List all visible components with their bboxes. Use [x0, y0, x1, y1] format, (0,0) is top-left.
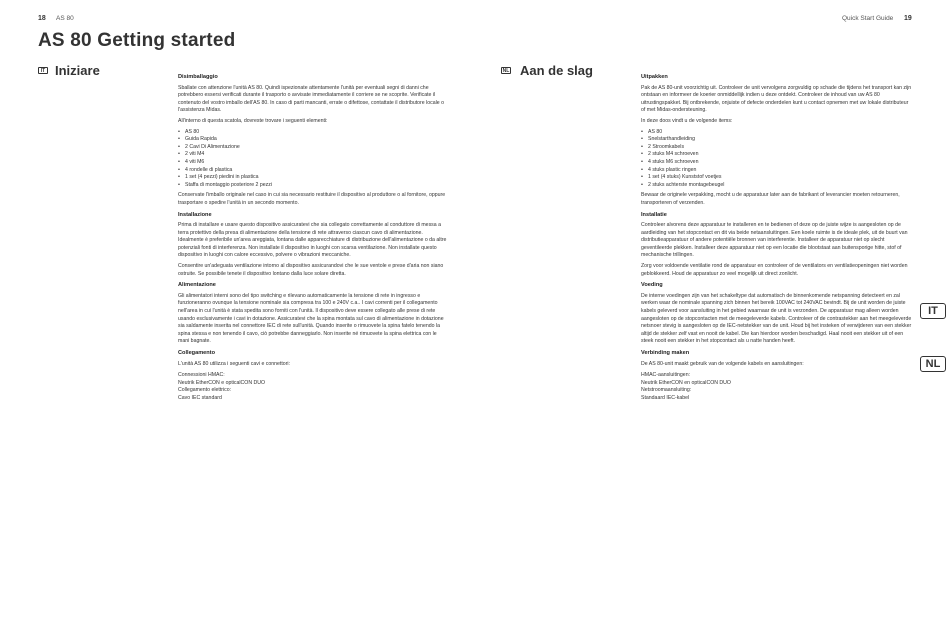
paragraph-disimballaggio: Sballate con attenzione l'unità AS 80. Quindi ispezionate attentamente l'unità per eventuali segni di danni che potrebbero essersi verificati durante il trasporto o avvisate immediatamente il corriere se ne scoprite. Verificate il contenuto del vostro imballo dell'AS 80. In caso di parti mancanti, errate o difettose, contattate il distributore locale o l'assistenza Midas. [178, 84, 444, 114]
list-item: • 2 stuks achterste montagebeugel [648, 182, 913, 190]
right-page-number: 19 [904, 15, 912, 22]
connection-line: Collegamento elettrico: [178, 387, 232, 394]
heading-uitpakken: Uitpakken [641, 74, 668, 80]
list-item: • Snelstarthandleiding [648, 136, 913, 144]
side-tab-it[interactable]: IT [920, 303, 946, 319]
connection-line: Neutrik EtherCON en opticalCON DUO [641, 379, 731, 386]
language-tag-nl: NL [502, 67, 510, 74]
list-item: • 1 set (4 stuks) Kunststof voetjes [648, 174, 913, 182]
paragraph-verbinding: De AS 80-unit maakt gebruik van de volgende kabels en aansluitingen: [641, 360, 804, 367]
connection-line: Netstroomaansluiting: [641, 387, 692, 394]
heading-collegamento: Collegamento [178, 350, 215, 356]
contents-list [641, 129, 913, 190]
paragraph-collegamento: L'unità AS 80 utilizza i seguenti cavi e connettori: [178, 360, 291, 367]
paragraph-contents-intro: All'interno di questa scatola, dovreste trovare i seguenti elementi: [178, 117, 328, 124]
connection-list [641, 372, 913, 402]
list-item: • 4 viti M6 [185, 159, 448, 167]
contents-list [178, 129, 448, 190]
list-item: • 2 Stroomkabels [648, 144, 913, 152]
list-item: • 4 rondelle di plastica [185, 167, 448, 175]
list-item: • Guida Rapida [185, 136, 448, 144]
heading-installazione: Installazione [178, 211, 212, 218]
paragraph-installatie: Controleer alvorens deze apparatuur te installeren en te bedienen of deze op de juiste wijze is aangesloten op de aardleiding van het stopcontact en dit via beide netaansluitingen. Een koele ruimte is de ideale plek, uit de buurt van distributieapparatuur of andere potentiële bronnen van interferentie. Installeer de apparatuur niet op slecht geventileerde plekken. Installeer deze apparatuur niet op een locatie die blootstaat aan buitensporige hitte, stof of mechanische trillingen. [641, 222, 908, 259]
section-title-it: Iniziare [55, 63, 100, 78]
list-item: • 2 viti M4 [185, 151, 448, 159]
connection-list [178, 372, 448, 402]
connection-line: Cavo IEC standard [178, 394, 222, 401]
list-item: • 2 stuks M4 schroeven [648, 151, 913, 159]
connection-line: HMAC-aansluitingen: [641, 372, 691, 379]
list-item: • Staffa di montaggio posteriore 2 pezzi [185, 182, 448, 190]
connection-line: Connessioni HMAC: [178, 372, 225, 379]
left-running-head: AS 80 [56, 15, 74, 22]
paragraph-contents-intro: In deze doos vindt u de volgende items: [641, 117, 733, 124]
right-running-head: Quick Start Guide [842, 15, 894, 22]
paragraph-ventilatie: Zorg voor voldoende ventilatie rond de apparatuur en controleer of de ventilators en ventilatieopeningen niet worden geblokkeerd. Houd de apparatuur zo veel mogelijk uit direct zonlicht. [641, 263, 908, 277]
italian-column [178, 70, 448, 406]
list-item: • 1 set (4 pezzi) piedini in plastica [185, 174, 448, 182]
list-item: • AS 80 [185, 129, 448, 137]
heading-alimentazione: Alimentazione [178, 282, 216, 289]
paragraph-conserve: Conservate l'imballo originale nel caso in cui sia necessario restituire il dispositivo al produttore o al fornitore, oppure trasportare o spedire l'unità in un secondo momento. [178, 192, 446, 206]
paragraph-uitpakken: Pak de AS 80-unit voorzichtig uit. Controleer de unit vervolgens zorgvuldig op schade die tijdens het transport kan zijn ontstaan en informeer de koerier onmiddellijk indien u deze ontdekt. Controleer de inhoud van uw AS 80 uitrustingspakket. Bij ontbrekende, onjuiste of defecte onderdelen kunt u contact opnemen met uw lokale distributeur of met Midas-ondersteuning. [641, 84, 912, 114]
side-tab-nl[interactable]: NL [920, 356, 946, 372]
paragraph-bewaar: Bewaar de originele verpakking, mocht u de apparatuur later aan de fabrikant of leverancier moeten retourneren, transporteren of verzenden. [641, 192, 900, 206]
heading-disimballaggio: Disimballaggio [178, 74, 218, 80]
list-item: • 4 stuks M6 schroeven [648, 159, 913, 167]
paragraph-voeding: De interne voedingen zijn van het schakeltype dat automatisch de binnenkomende netspanning detecteert en zal werken waar de nominale spanning zich binnen het bereik 100VAC tot 240VAC bevindt. Bij de unit worden de juiste kabels geleverd voor aansluiting in het gebied waarnaar de unit is verzonden. De apparatuur mag alleen worden aangesloten op de stopcontacten met de meegeleverde kabels. Controleer of de contrastekker aan het meegeleverde netsnoer stevig is aangesloten op de IEC-netstekker van de unit. Houd bij het insteken of verwijderen van een stekker altijd de stekker zelf vast en nooit de kabel. Die kan hierdoor worden beschadigd. Haal nooit een stekker uit of een steek nooit een stekker in het stopcontact als u natte handen heeft. [641, 292, 912, 345]
heading-installatie: Installatie [641, 211, 667, 218]
section-title-nl: Aan de slag [520, 63, 593, 78]
list-item: • AS 80 [648, 129, 913, 137]
language-tag-it: IT [38, 67, 48, 74]
left-page-number: 18 [38, 15, 46, 22]
page-title: AS 80 Getting started [38, 30, 236, 51]
paragraph-alimentazione: Gli alimentatori interni sono del tipo switching e rilevano automaticamente la tensione di rete in ingresso e funzioneranno ovunque la tensione nominale sia compresa tra 100 e 240V c.a.. I cavi correnti per il collegamento nell'area in cui l'unità è stata spedita sono forniti con l'unità. Il dispositivo deve essere collegato alle prese di rete usando esclusivamente i cavi in dotazione. Assicuratevi che la spina montata sul cavo di alimentazione in dotazione sia saldamente inserita nel connettore IEC di rete sull'unità. Quando inserite o rimuovete la spina fatelo tenendo la spina stessa e non tenendo il cavo, ciò potrebbe danneggiarlo. Non inserite né rimuovete la spina elettrica con le mani bagnate. [178, 292, 444, 345]
paragraph-ventilazione: Consentire un'adeguata ventilazione intorno al dispositivo assicurandovi che le sue ventole e prese d'aria non siano ostruite. Se possibile tenete il dispositivo lontano dalla luce solare diretta. [178, 263, 444, 277]
heading-verbinding: Verbinding maken [641, 350, 690, 356]
list-item: • 2 Cavi Di Alimentazione [185, 144, 448, 152]
list-item: • 4 stuks plastic ringen [648, 167, 913, 175]
dutch-column [641, 70, 913, 406]
connection-line: Neutrik EtherCON e opticalCON DUO [178, 379, 266, 386]
heading-voeding: Voeding [641, 282, 663, 289]
paragraph-installazione: Prima di installare e usare questo dispositivo assicuratevi che sia collegato correttamente al conduttore di messa a terra protettivo della presa di alimentazione della tensione di rete attraverso ciascun cavo di alimentazione. Idealmente è preferibile un'area areggiata, lontana dalle apparecchiature di distribuzione dell'alimentazione o da altre potenziali fonti di interferenza. Non installate il dispositivo in luoghi con scarsa ventilazione. Non installate questo dispositivo in luoghi con calore eccessivo, polvere o vibrazioni meccaniche. [178, 222, 447, 259]
connection-line: Standaard IEC-kabel [641, 394, 690, 401]
